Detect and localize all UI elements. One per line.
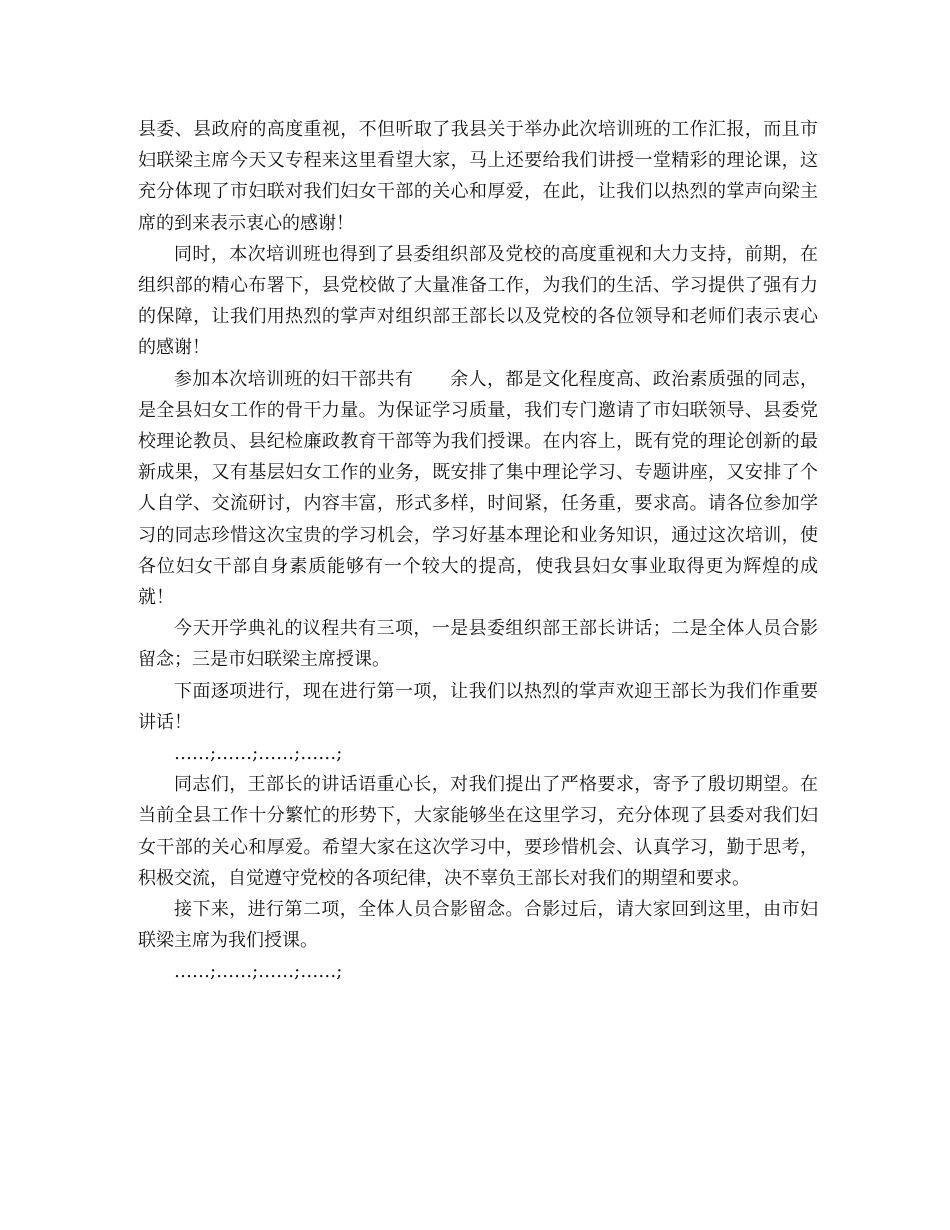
- document-body: [138, 114, 818, 988]
- ellipsis-line-2: ……;……;……;……;: [174, 961, 343, 983]
- ellipsis-line-1: ……;……;……;……;: [174, 743, 343, 765]
- paragraph-5: 下面逐项进行，现在进行第一项，让我们以热烈的掌声欢迎王部长为我们作重要讲话！: [138, 680, 818, 733]
- paragraph-4: 今天开学典礼的议程共有三项，一是县委组织部王部长讲话；二是全体人员合影留念；三是市妇联梁主席授课。: [138, 618, 818, 671]
- paragraph-6: 同志们，王部长的讲话语重心长，对我们提出了严格要求，寄予了殷切期望。在当前全县工作十分繁忙的形势下，大家能够坐在这里学习，充分体现了县委对我们妇女干部的关心和厚爱。希望大家在这次学习中，要珍惜机会、认真学习，勤于思考，积极交流，自觉遵守党校的各项纪律，决不辜负王部长对我们的期望和要求。: [138, 774, 818, 889]
- paragraph-2: 同时，本次培训班也得到了县委组织部及党校的高度重视和大力支持，前期，在组织部的精心布署下，县党校做了大量准备工作，为我们的生活、学习提供了强有力的保障，让我们用热烈的掌声对组织部王部长以及党校的各位领导和老师们表示衷心的感谢！: [138, 243, 818, 359]
- paragraph-3: 参加本次培训班的妇干部共有 余人，都是文化程度高、政治素质强的同志，是全县妇女工作的骨干力量。为保证学习质量，我们专门邀请了市妇联领导、县委党校理论教员、县纪检廉政教育干部等为我们授课。在内容上，既有党的理论创新的最新成果，又有基层妇女工作的业务，既安排了集中理论学习、专题讲座，又安排了个人自学、交流研讨，内容丰富，形式多样，时间紧，任务重，要求高。请各位参加学习的同志珍惜这次宝贵的学习机会，学习好基本理论和业务知识，通过这次培训，使各位妇女干部自身素质能够有一个较大的提高，使我县妇女事业取得更为辉煌的成就！: [138, 368, 818, 609]
- paragraph-1: 县委、县政府的高度重视，不但听取了我县关于举办此次培训班的工作汇报，而且市妇联梁主席今天又专程来这里看望大家，马上还要给我们讲授一堂精彩的理论课，这充分体现了市妇联对我们妇女干部的关心和厚爱，在此，让我们以热烈的掌声向梁主席的到来表示衷心的感谢！: [138, 119, 818, 234]
- paragraph-7: 接下来，进行第二项，全体人员合影留念。合影过后，请大家回到这里，由市妇联梁主席为我们授课。: [138, 899, 818, 952]
